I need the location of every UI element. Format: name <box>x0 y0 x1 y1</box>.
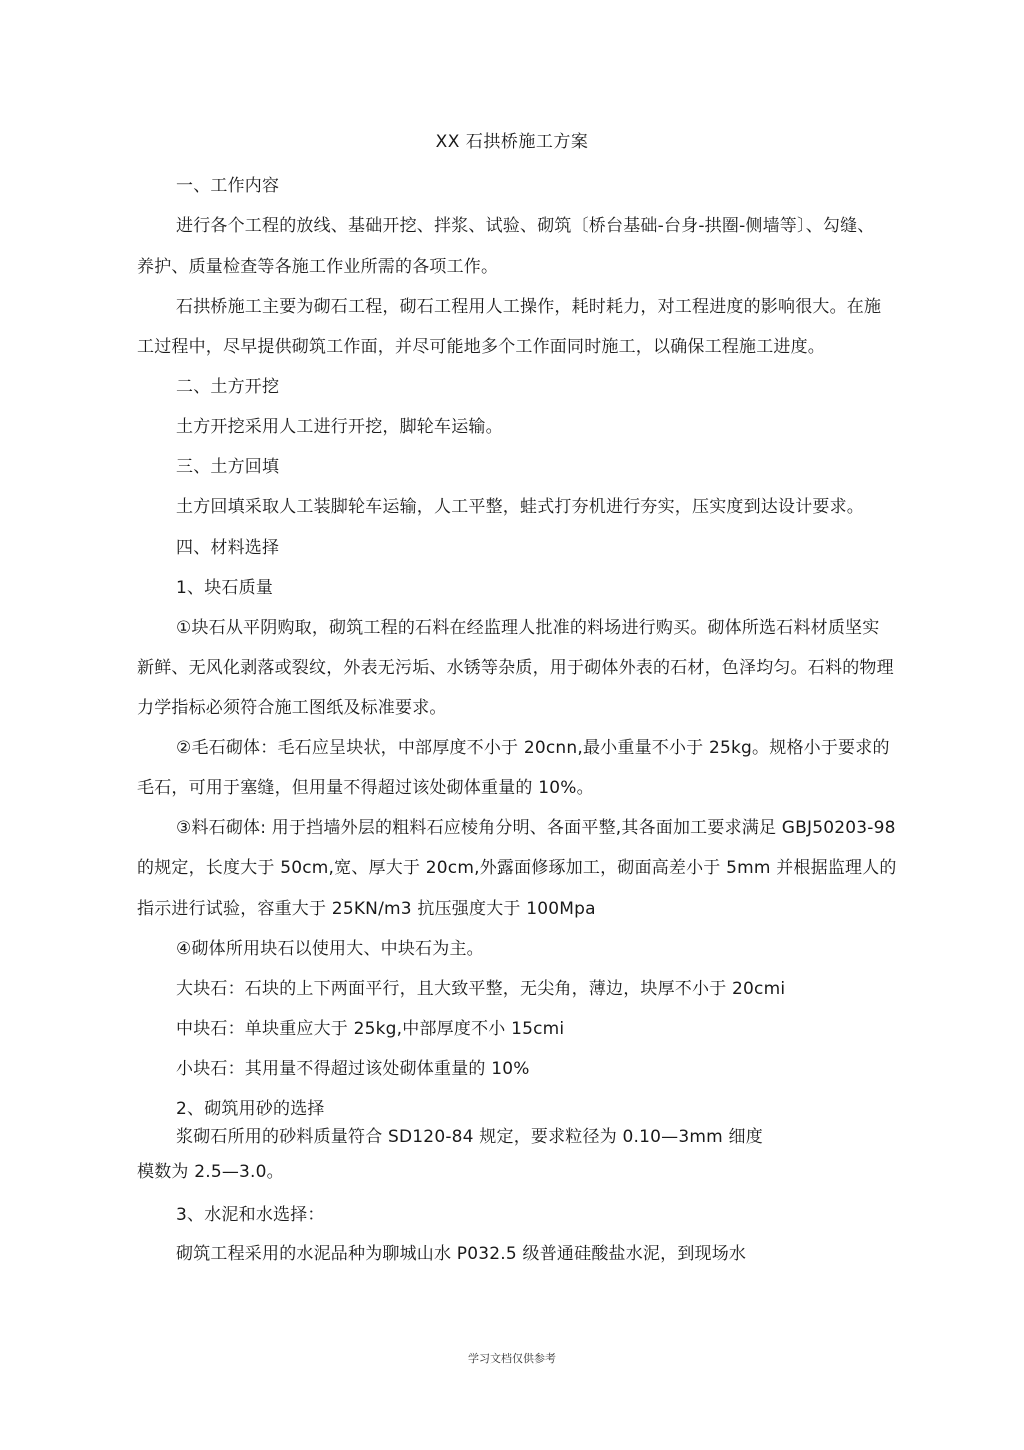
subsection-heading-stone-quality: 1、块石质量 <box>176 578 274 598</box>
subsection-heading-sand: 2、砌筑用砂的选择 <box>176 1099 325 1119</box>
paragraph-line: 浆砌石所用的砂料质量符合 SD120-84 规定，要求粒径为 0.10—3mm 细度 <box>176 1127 763 1147</box>
section-heading-work-content: 一、工作内容 <box>176 176 280 196</box>
paragraph-line: ④砌体所用块石以使用大、中块石为主。 <box>176 939 484 959</box>
paragraph-line: ③料石砌体: 用于挡墙外层的粗料石应棱角分明、各面平整,其各面加工要求满足 GBJ50203-98 <box>176 818 896 838</box>
paragraph-line: 力学指标必须符合施工图纸及标准要求。 <box>137 698 447 718</box>
paragraph-line: 大块石：石块的上下两面平行，且大致平整，无尖角，薄边，块厚不小于 20cmi <box>176 979 786 999</box>
paragraph-line: 土方开挖采用人工进行开挖，脚轮车运输。 <box>176 417 503 437</box>
paragraph-line: 砌筑工程采用的水泥品种为聊城山水 P032.5 级普通硅酸盐水泥，到现场水 <box>176 1244 747 1264</box>
paragraph-line: 模数为 2.5—3.0。 <box>137 1162 284 1182</box>
paragraph-line: 土方回填采取人工装脚轮车运输，人工平整，蛙式打夯机进行夯实，压实度到达设计要求。 <box>176 497 864 517</box>
paragraph-line: 新鲜、无风化剥落或裂纹，外表无污垢、水锈等杂质，用于砌体外表的石材，色泽均匀。石料的物理 <box>137 658 894 678</box>
paragraph-line: 进行各个工程的放线、基础开挖、拌浆、试验、砌筑〔桥台基础-台身-拱圈-侧墙等〕、勾缝、 <box>176 216 875 236</box>
paragraph-line: 工过程中，尽早提供砌筑工作面，并尽可能地多个工作面同时施工，以确保工程施工进度。 <box>137 337 825 357</box>
paragraph-line: 中块石：单块重应大于 25kg,中部厚度不小 15cmi <box>176 1019 565 1039</box>
document-title: XX 石拱桥施工方案 <box>435 132 589 152</box>
paragraph-line: 养护、质量检查等各施工作业所需的各项工作。 <box>137 257 499 277</box>
section-heading-backfill: 三、土方回填 <box>176 457 280 477</box>
paragraph-line: 的规定，长度大于 50cm,宽、厚大于 20cm,外露面修琢加工，砌面高差小于 5mm 并根据监理人的 <box>137 858 897 878</box>
paragraph-line: 石拱桥施工主要为砌石工程，砌石工程用人工操作，耗时耗力，对工程进度的影响很大。在施 <box>176 297 882 317</box>
paragraph-line: 小块石：其用量不得超过该处砌体重量的 10% <box>176 1059 530 1079</box>
paragraph-line: 毛石，可用于塞缝，但用量不得超过该处砌体重量的 10%。 <box>137 778 594 798</box>
section-heading-excavation: 二、土方开挖 <box>176 377 280 397</box>
page-footer: 学习文档仅供参考 <box>468 1352 556 1365</box>
paragraph-line: ②毛石砌体：毛石应呈块状，中部厚度不小于 20cnn,最小重量不小于 25kg。规格小于要求的 <box>176 738 890 758</box>
section-heading-materials: 四、材料选择 <box>176 538 280 558</box>
subsection-heading-cement-water: 3、水泥和水选择： <box>176 1205 325 1225</box>
paragraph-line: ①块石从平阴购取，砌筑工程的石料在经监理人批准的料场进行购买。砌体所选石料材质坚实 <box>176 618 880 638</box>
paragraph-line: 指示进行试验，容重大于 25KN/m3 抗压强度大于 100Mpa <box>137 899 596 919</box>
